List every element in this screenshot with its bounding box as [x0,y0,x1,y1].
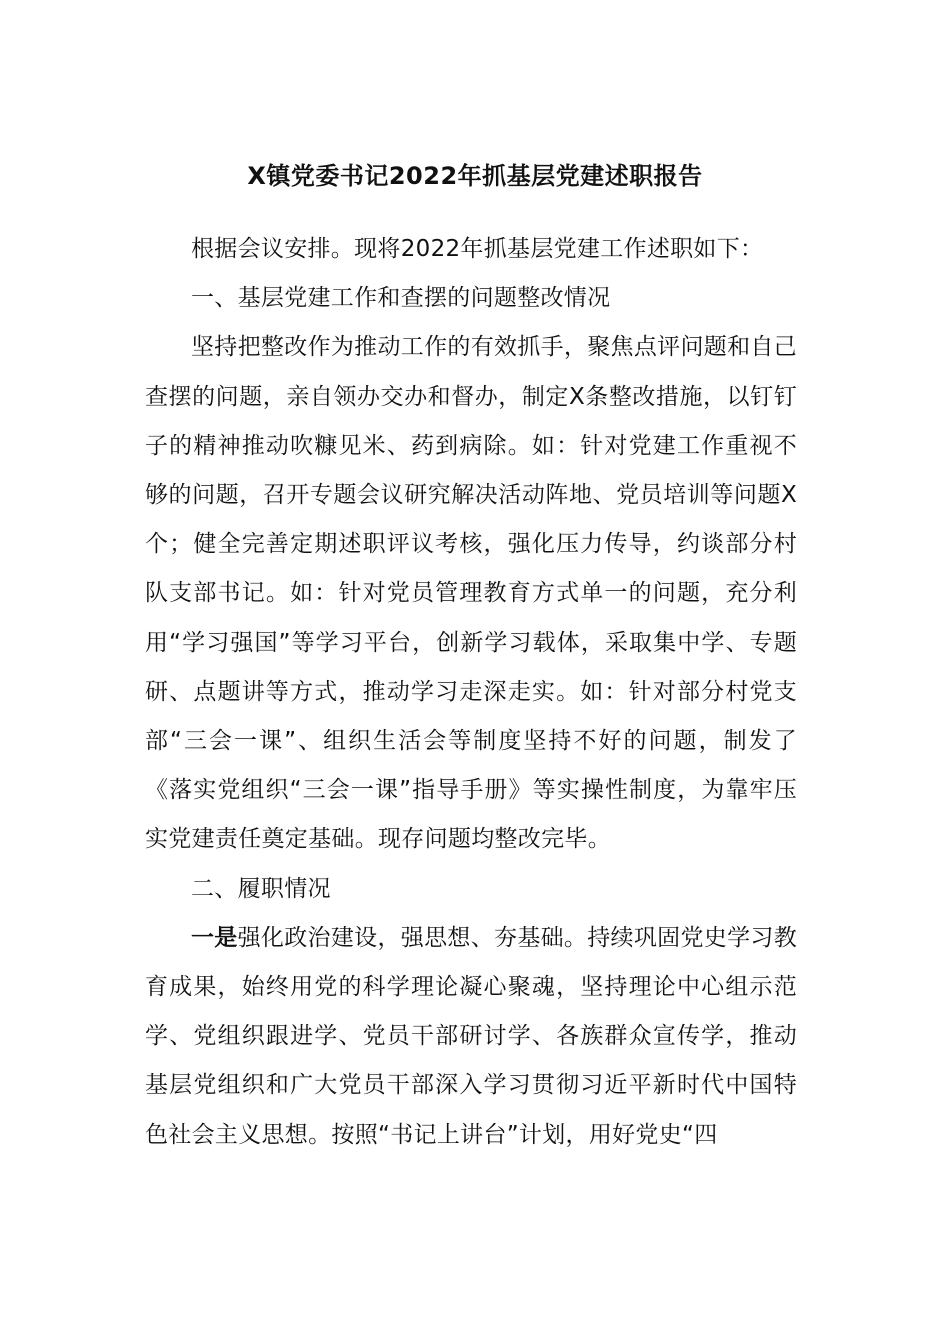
section-heading-2 [145,865,797,914]
paragraph-text: 根据会议安排。现将2022年抓基层党建工作述职如下： [191,236,764,262]
paragraph-text: 一、基层党建工作和查摆的问题整改情况 [191,285,611,312]
paragraph-political-building [145,914,797,1160]
paragraph-intro [145,225,797,274]
section-heading-1 [145,274,797,323]
paragraph-text: 二、履职情况 [191,875,331,902]
paragraph-rectification [145,323,797,864]
paragraph-lead: 一是 [191,924,238,951]
document-title: X镇党委书记2022年抓基层党建述职报告 [247,162,703,190]
paragraph-text: 强化政治建设，强思想、夯基础。持续巩固党史学习教育成果，始终用党的科学理论凝心聚魂，坚持理论中心组示范学、党组织跟进学、党员干部研讨学、各族群众宣传学，推动基层党组织和广大党员干部深入学习贯彻习近平新时代中国特色社会主义思想。按照“书记上讲台”计划，用好党史“四 [145,924,797,1148]
paragraph-text: 坚持把整改作为推动工作的有效抓手，聚焦点评问题和自己查摆的问题，亲自领办交办和督办，制定X条整改措施，以钉钉子的精神推动吹糠见米、药到病除。如：针对党建工作重视不够的问题，召开专题会议研究解决活动阵地、党员培训等问题X个；健全完善定期述职评议考核，强化压力传导，约谈部分村队支部书记。如：针对党员管理教育方式单一的问题，充分利用“学习强国”等学习平台，创新学习载体，采取集中学、专题研、点题讲等方式，推动学习走深走实。如：针对部分村党支部“三会一课”、组织生活会等制度坚持不好的问题，制发了《落实党组织“三会一课”指导手册》等实操性制度，为靠牢压实党建责任奠定基础。现存问题均整改完毕。 [145,334,797,853]
document-body [145,225,797,1160]
